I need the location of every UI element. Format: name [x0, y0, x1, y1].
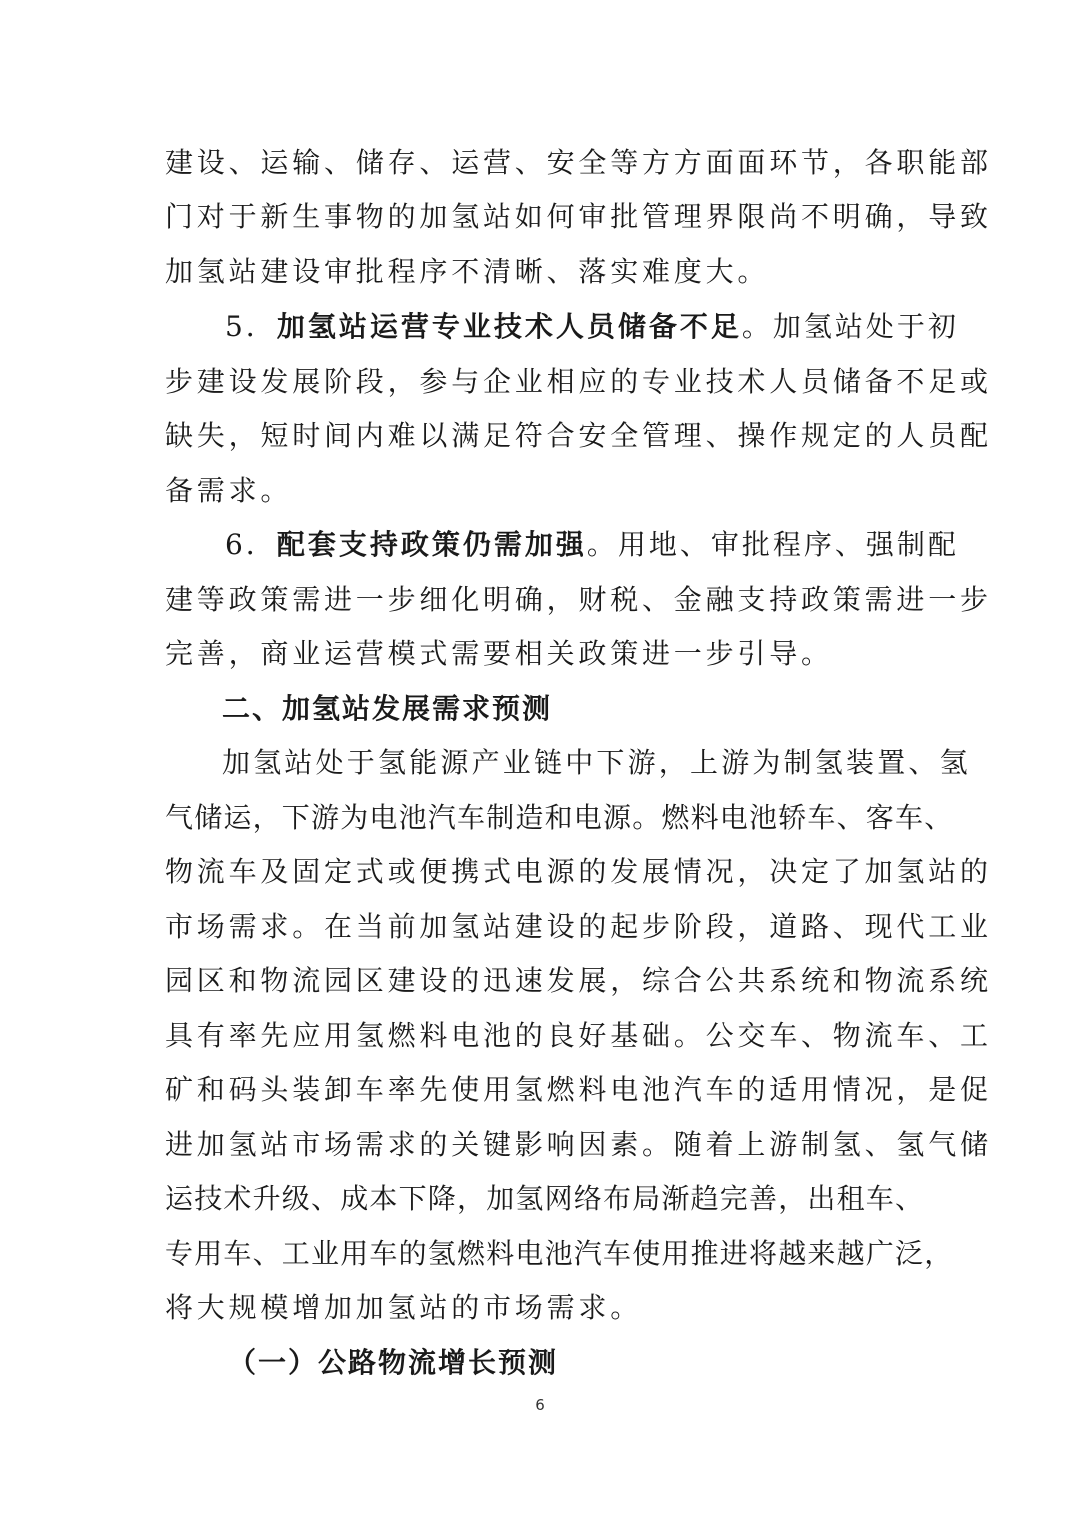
paragraph-line: 加氢站处于氢能源产业链中下游，上游为制氢装置、氢 — [222, 746, 971, 779]
paragraph-line: 加氢站建设审批程序不清晰、落实难度大。 — [165, 255, 770, 288]
paragraph-line: 完善，商业运营模式需要相关政策进一步引导。 — [165, 637, 833, 670]
item-6-first-line — [225, 518, 959, 572]
paragraph-line: 市场需求。在当前加氢站建设的起步阶段，道路、现代工业 — [165, 910, 992, 943]
item-5-first-line — [225, 300, 959, 354]
item-5-text: 。加氢站处于初 — [741, 310, 959, 343]
paragraph-line: 将大规模增加加氢站的市场需求。 — [165, 1291, 643, 1324]
paragraph-line: 步建设发展阶段，参与企业相应的专业技术人员储备不足或 — [165, 365, 992, 398]
paragraph-line: 进加氢站市场需求的关键影响因素。随着上游制氢、氢气储 — [165, 1128, 992, 1161]
paragraph-line: 气储运，下游为电池汽车制造和电源。燃料电池轿车、客车、 — [165, 801, 954, 834]
paragraph-line: 门对于新生事物的加氢站如何审批管理界限尚不明确，导致 — [165, 200, 992, 233]
paragraph-line: 建等政策需进一步细化明确，财税、金融支持政策需进一步 — [165, 583, 992, 616]
section-heading: 二、加氢站发展需求预测 — [222, 692, 553, 725]
subsection-heading: （一）公路物流增长预测 — [228, 1346, 559, 1379]
item-5-title: 加氢站运营专业技术人员储备不足 — [276, 310, 742, 343]
paragraph-line: 建设、运输、储存、运营、安全等方方面面环节，各职能部 — [165, 146, 992, 179]
item-6-title: 配套支持政策仍需加强 — [276, 528, 587, 561]
page-number: 6 — [535, 1396, 545, 1414]
paragraph-line: 缺失，短时间内难以满足符合安全管理、操作规定的人员配 — [165, 419, 992, 452]
item-6-number: 6． — [225, 528, 277, 561]
paragraph-line: 运技术升级、成本下降，加氢网络布局渐趋完善，出租车、 — [165, 1182, 925, 1215]
item-5-number: 5． — [225, 310, 277, 343]
paragraph-line: 物流车及固定式或便携式电源的发展情况，决定了加氢站的 — [165, 855, 992, 888]
paragraph-line: 专用车、工业用车的氢燃料电池汽车使用推进将越来越广泛， — [165, 1237, 954, 1270]
paragraph-line: 备需求。 — [165, 474, 293, 507]
paragraph-line: 园区和物流园区建设的迅速发展，综合公共系统和物流系统 — [165, 964, 992, 997]
item-6-text: 。用地、审批程序、强制配 — [586, 528, 959, 561]
paragraph-line: 矿和码头装卸车率先使用氢燃料电池汽车的适用情况，是促 — [165, 1073, 992, 1106]
paragraph-line: 具有率先应用氢燃料电池的良好基础。公交车、物流车、工 — [165, 1019, 992, 1052]
